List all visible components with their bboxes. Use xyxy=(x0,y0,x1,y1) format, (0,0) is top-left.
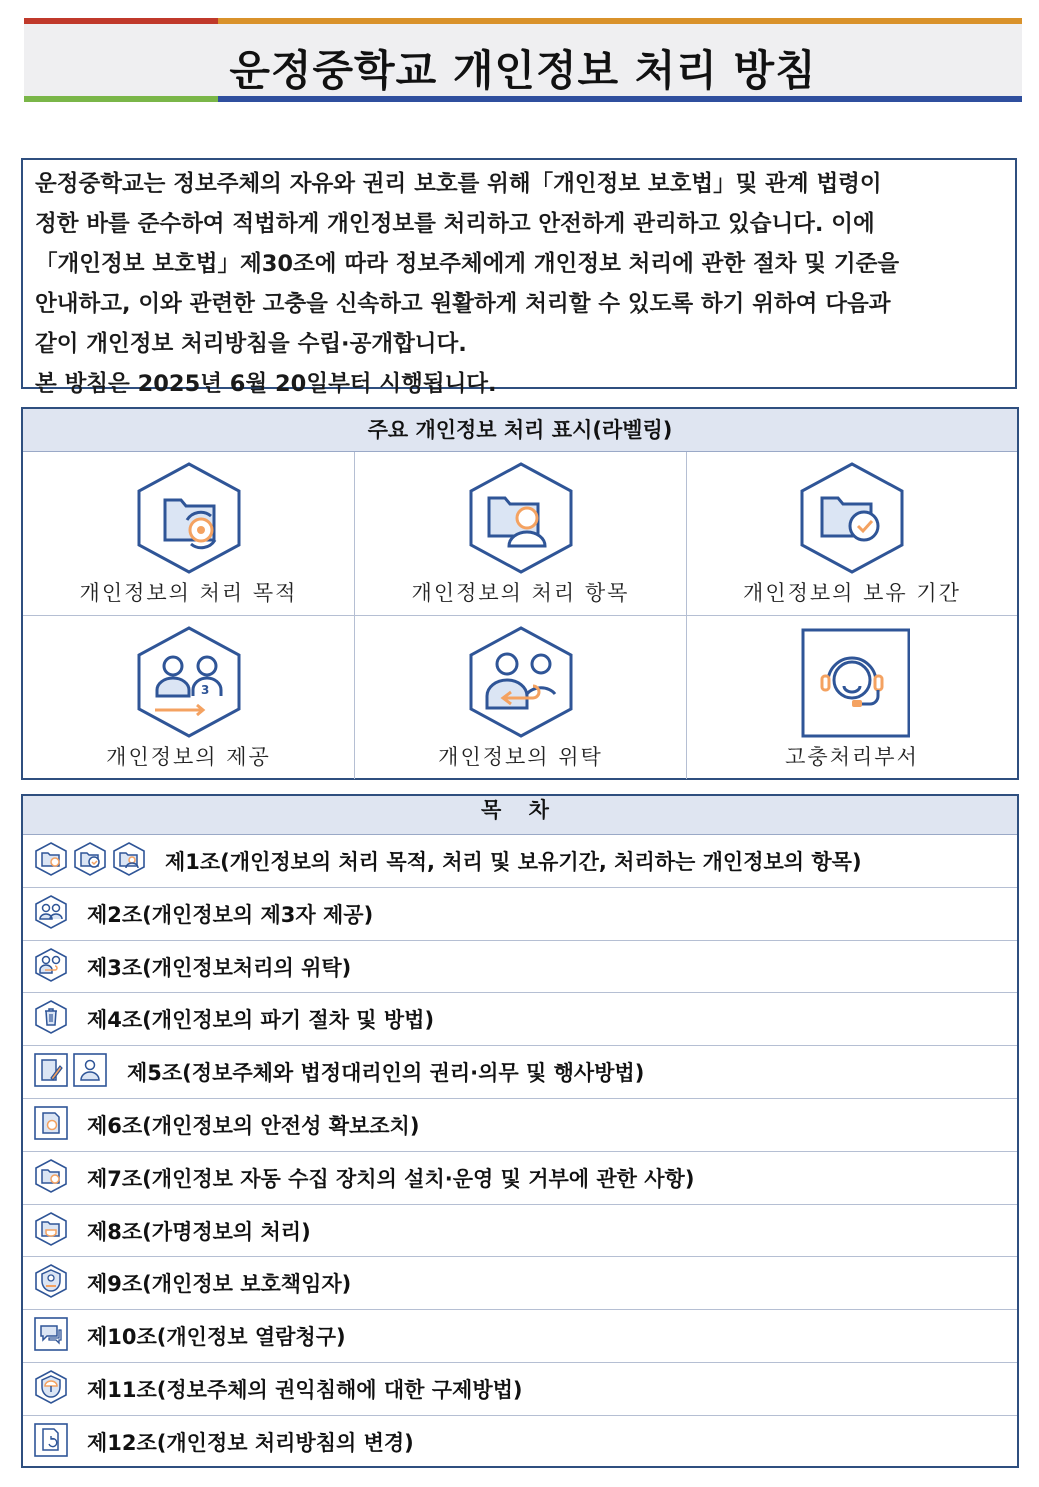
label-purpose[interactable] xyxy=(23,452,355,616)
folder-gear-icon xyxy=(33,1158,69,1194)
top-accent-bar xyxy=(24,18,1022,24)
label-items[interactable] xyxy=(355,452,687,616)
toc-text: 제6조(개인정보의 안전성 확보조치) xyxy=(87,1113,420,1138)
toc-text: 제9조(개인정보 보호책임자) xyxy=(87,1272,352,1297)
folder-person-icon xyxy=(111,841,147,877)
label-text: 고충처리부서 xyxy=(785,745,919,769)
toc-text: 제11조(정보주체의 권익침해에 대한 구제방법) xyxy=(87,1377,523,1402)
folder-clock-icon xyxy=(72,841,108,877)
label-text: 개인정보의 제공 xyxy=(106,745,271,769)
trash-icon xyxy=(33,999,69,1035)
toc-item-5[interactable] xyxy=(23,1046,1017,1099)
chat-icon xyxy=(33,1316,69,1352)
toc-item-4[interactable] xyxy=(23,993,1017,1046)
toc-text: 제10조(개인정보 열람청구) xyxy=(87,1325,346,1350)
folder-mask-icon xyxy=(33,1211,69,1247)
label-text: 개인정보의 위탁 xyxy=(438,745,603,769)
intro-box xyxy=(21,158,1017,397)
label-text: 개인정보의 처리 항목 xyxy=(411,581,630,605)
label-provision[interactable] xyxy=(23,616,355,779)
document-edit-icon xyxy=(33,1052,69,1088)
toc-item-2[interactable] xyxy=(23,888,1017,941)
toc-text: 제5조(정보주체와 법정대리인의 권리·의무 및 행사방법) xyxy=(127,1061,645,1086)
intro-line: 「개인정보 보호법」제30조에 따라 정보주체에게 개인정보 처리에 관한 절차 및 기준을 xyxy=(35,251,900,277)
headset-icon xyxy=(794,624,910,740)
folder-clock-icon xyxy=(794,460,910,576)
page-title: 운정중학교 개인정보 처리 방침 xyxy=(229,46,817,95)
toc-item-3[interactable] xyxy=(23,941,1017,994)
shield-person-icon xyxy=(33,1263,69,1299)
bottom-accent-bar xyxy=(24,96,1022,102)
document-refresh-icon xyxy=(33,1422,69,1458)
folder-person-icon xyxy=(463,460,579,576)
label-retention[interactable] xyxy=(687,452,1017,616)
folder-gear-icon xyxy=(33,841,69,877)
title-band xyxy=(24,18,1022,102)
toc-item-6[interactable] xyxy=(23,1099,1017,1152)
toc-text: 제7조(개인정보 자동 수집 장치의 설치·운영 및 거부에 관한 사항) xyxy=(87,1166,695,1191)
toc-item-1[interactable] xyxy=(23,835,1017,888)
intro-line: 본 방침은 2025년 6월 20일부터 시행됩니다. xyxy=(35,371,497,397)
toc-item-8[interactable] xyxy=(23,1205,1017,1258)
toc-text: 제3조(개인정보처리의 위탁) xyxy=(87,955,352,980)
people-return-icon xyxy=(463,624,579,740)
intro-line: 정한 바를 준수하여 적법하게 개인정보를 처리하고 안전하게 관리하고 있습니다. 이에 xyxy=(35,211,875,237)
table-of-contents xyxy=(21,794,1019,1468)
label-text: 개인정보의 보유 기간 xyxy=(743,581,961,605)
svg-text:3: 3 xyxy=(200,683,209,697)
labeling-table xyxy=(21,407,1019,780)
label-grievance[interactable] xyxy=(687,616,1017,779)
people-return-icon xyxy=(33,947,69,983)
intro-line: 운정중학교는 정보주체의 자유와 권리 보호를 위해「개인정보 보호법」및 관계 법령이 xyxy=(35,171,882,197)
label-entrustment[interactable] xyxy=(355,616,687,779)
intro-line: 안내하고, 이와 관련한 고충을 신속하고 원활하게 처리할 수 있도록 하기 위하여 다음과 xyxy=(35,291,891,317)
people-icon xyxy=(33,894,69,930)
toc-item-10[interactable] xyxy=(23,1310,1017,1363)
toc-item-11[interactable] xyxy=(23,1363,1017,1416)
toc-item-7[interactable] xyxy=(23,1152,1017,1205)
toc-text: 제12조(개인정보 처리방침의 변경) xyxy=(87,1430,414,1455)
toc-item-12[interactable] xyxy=(23,1416,1017,1469)
toc-text: 제1조(개인정보의 처리 목적, 처리 및 보유기간, 처리하는 개인정보의 항목) xyxy=(165,850,862,874)
toc-heading: 목 차 xyxy=(23,796,1017,835)
shield-umbrella-icon xyxy=(33,1369,69,1405)
labeling-heading: 주요 개인정보 처리 표시(라벨링) xyxy=(23,409,1017,452)
label-text: 개인정보의 처리 목적 xyxy=(79,581,298,605)
toc-item-9[interactable] xyxy=(23,1257,1017,1310)
intro-line: 같이 개인정보 처리방침을 수립·공개합니다. xyxy=(35,331,467,357)
people-arrow-icon xyxy=(131,624,247,740)
toc-text: 제4조(개인정보의 파기 절차 및 방법) xyxy=(87,1008,435,1033)
document-gear-icon xyxy=(33,1105,69,1141)
folder-gear-icon xyxy=(131,460,247,576)
toc-text: 제8조(가명정보의 처리) xyxy=(87,1219,311,1244)
person-icon xyxy=(72,1052,108,1088)
toc-text: 제2조(개인정보의 제3자 제공) xyxy=(87,902,374,927)
